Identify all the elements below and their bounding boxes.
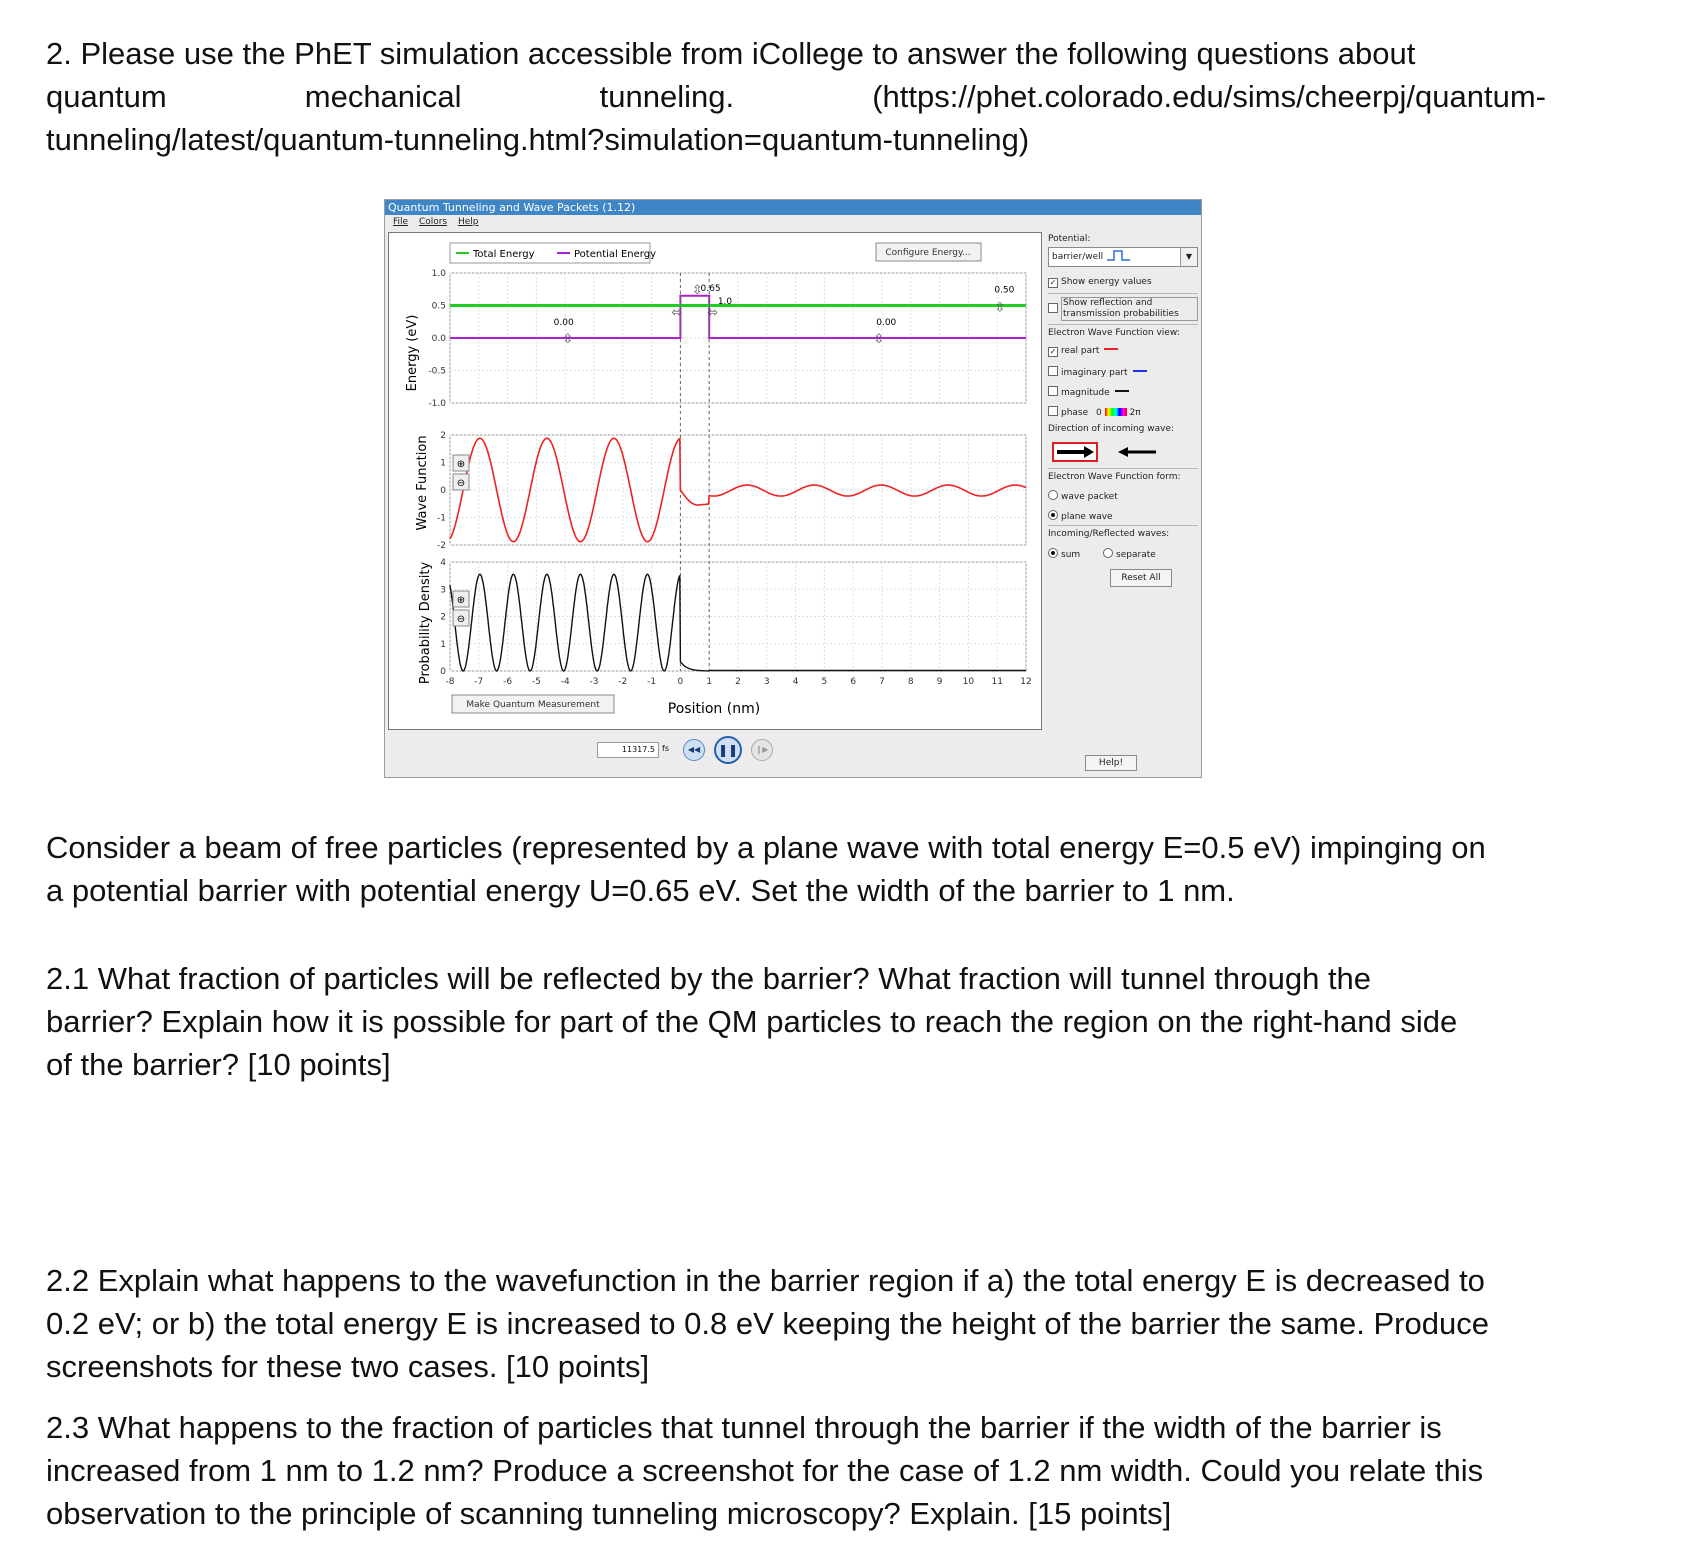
x-tick: 10 (962, 677, 975, 687)
real-part-label: real part (1061, 346, 1100, 356)
magnitude-row[interactable] (1048, 386, 1198, 398)
url-part-2[interactable]: tunneling/latest/quantum-tunneling.html?simulation=quantum-tunneling) (46, 122, 1030, 157)
plane-wave-row[interactable] (1048, 510, 1198, 522)
phase-row[interactable] (1048, 406, 1198, 418)
energy-y-tick: 0.5 (431, 301, 446, 312)
energy-y-tick: 1.0 (431, 269, 446, 279)
incoming-label: Incoming/Reflected waves: (1048, 529, 1170, 539)
sum-option[interactable] (1048, 550, 1080, 560)
q21-line-1: 2.1 What fraction of particles will be reflected by the barrier? What fraction will tunnel through the (46, 961, 1372, 996)
separate-label: separate (1116, 550, 1156, 560)
imag-part-swatch (1133, 370, 1147, 372)
barrier-shape-icon (1106, 249, 1132, 261)
q22-line-1: 2.2 Explain what happens to the wavefunction in the barrier region if a) the total energy E is decreased to (46, 1263, 1485, 1298)
separate-option[interactable] (1103, 550, 1156, 560)
wave-packet-label: wave packet (1061, 492, 1118, 502)
svg-text:⊖: ⊖ (456, 478, 466, 489)
imag-part-label: imaginary part (1061, 368, 1128, 378)
prob-zoom-out-button[interactable] (453, 610, 469, 626)
phase-color-bar (1105, 408, 1127, 416)
x-tick: -1 (647, 677, 657, 687)
x-tick: -4 (560, 677, 570, 687)
separate-radio[interactable] (1103, 548, 1113, 558)
x-tick: -3 (589, 677, 599, 687)
phase-end-label: 2π (1129, 408, 1141, 418)
real-part-swatch (1104, 348, 1118, 350)
x-tick: 11 (991, 677, 1003, 687)
restart-icon: ◀◀ (687, 745, 701, 754)
prob-y-tick: 3 (440, 585, 446, 596)
show-reflection-checkbox[interactable] (1048, 303, 1058, 313)
chevron-down-icon[interactable]: ▼ (1180, 248, 1197, 266)
q22-line-2: 0.2 eV; or b) the total energy E is increased to 0.8 eV keeping the height of the barrier the same. Produce (46, 1306, 1489, 1341)
barrier-left-edge-handle[interactable]: ⬄ (671, 305, 683, 321)
q21-line-3: of the barrier? [10 points] (46, 1047, 391, 1082)
show-energy-label: Show energy values (1061, 277, 1152, 287)
energy-axis-label: Energy (eV) (405, 314, 420, 392)
x-tick: 0 (677, 677, 684, 687)
wave-axis-label: Wave Function (415, 435, 430, 531)
menu-help[interactable]: Help (458, 217, 479, 227)
show-energy-checkbox[interactable]: ✓ (1049, 278, 1057, 287)
word-mechanical: mechanical (304, 79, 462, 114)
legend-total-label: Total Energy (473, 249, 535, 260)
svg-text:⊕: ⊕ (456, 595, 466, 606)
clock-controls (385, 732, 1201, 778)
energy-y-tick: 0.0 (431, 334, 446, 344)
word-quantum: quantum (46, 79, 167, 114)
time-unit: fs (662, 744, 669, 753)
wave-packet-row[interactable] (1048, 490, 1198, 502)
direction-label: Direction of incoming wave: (1048, 424, 1175, 434)
configure-energy-label: Configure Energy... (885, 248, 971, 258)
show-reflection-label (1061, 297, 1198, 321)
right-region-drag-handle[interactable]: ⇳ (873, 332, 885, 347)
wave-packet-radio[interactable] (1048, 490, 1058, 500)
wave-y-tick: -2 (437, 541, 446, 551)
divider (1048, 293, 1198, 294)
x-tick: -6 (503, 677, 513, 687)
magnitude-swatch (1115, 390, 1129, 392)
window-title: Quantum Tunneling and Wave Packets (1.12) (385, 200, 1201, 215)
phase-start-label: 0 (1096, 408, 1102, 418)
reset-all-button[interactable]: Reset All (1110, 569, 1172, 587)
q23-line-2: increased from 1 nm to 1.2 nm? Produce a screenshot for the case of 1.2 nm width. Could you relate this (46, 1453, 1484, 1488)
divider (1048, 525, 1198, 526)
divider (1048, 324, 1198, 325)
arrow-right-icon (1054, 444, 1096, 460)
x-tick: -2 (618, 677, 628, 687)
prob-zoom-in-button[interactable] (453, 591, 469, 607)
svg-text:⊕: ⊕ (456, 459, 466, 470)
consider-line-2: a potential barrier with potential energy U=0.65 eV. Set the width of the barrier to 1 nm. (46, 873, 1235, 908)
energy-y-tick: -0.5 (428, 366, 446, 377)
plot-area (388, 232, 1042, 730)
word-tunneling: tunneling. (599, 79, 735, 114)
question-line-2 (46, 75, 1546, 118)
x-tick: 7 (879, 677, 885, 687)
prob-y-tick: 0 (440, 667, 446, 677)
show-reflection-line2: transmission probabilities (1063, 309, 1179, 319)
magnitude-checkbox[interactable] (1048, 386, 1058, 396)
q21-line-2: barrier? Explain how it is possible for part of the QM particles to reach the region on the right-hand side (46, 1004, 1458, 1039)
right-region-energy-value: 0.00 (876, 318, 897, 328)
menu-colors[interactable]: Colors (418, 217, 448, 227)
total-energy-value: 0.50 (994, 285, 1015, 296)
direction-left-button[interactable] (1116, 444, 1158, 460)
prob-y-tick: 2 (440, 612, 446, 623)
plane-wave-radio[interactable] (1048, 510, 1058, 520)
pause-button[interactable] (714, 736, 742, 764)
wave-y-tick: 1 (440, 458, 446, 469)
q23-line-1: 2.3 What happens to the fraction of particles that tunnel through the barrier if the width of the barrier is (46, 1410, 1442, 1445)
incoming-options (1048, 548, 1198, 560)
x-tick: -7 (474, 677, 484, 687)
left-region-energy-value: 0.00 (553, 318, 574, 328)
arrow-left-icon (1116, 444, 1158, 460)
real-part-row[interactable] (1048, 346, 1198, 357)
step-icon: ❙▶ (755, 745, 769, 754)
prob-y-tick: 4 (440, 558, 446, 568)
left-region-drag-handle[interactable]: ⇳ (562, 332, 574, 347)
menu-file[interactable]: File (393, 217, 409, 227)
wave-y-tick: -1 (437, 513, 446, 524)
potential-select-value: barrier/well (1052, 252, 1104, 262)
question-line-1: 2. Please use the PhET simulation accessible from iCollege to answer the following questions about (46, 36, 1416, 71)
x-tick: 6 (850, 677, 857, 687)
wave-y-tick: 0 (440, 486, 446, 496)
make-measurement-label: Make Quantum Measurement (466, 700, 600, 710)
real-part-checkbox[interactable]: ✓ (1049, 347, 1057, 356)
x-tick: 5 (821, 677, 828, 687)
wave-zoom-in-button[interactable] (453, 455, 469, 471)
view-label: Electron Wave Function view: (1048, 328, 1180, 338)
restart-button[interactable] (683, 739, 705, 761)
barrier-width-value: 1.0 (717, 296, 733, 307)
sum-label: sum (1061, 550, 1081, 560)
x-tick: 4 (792, 677, 799, 687)
magnitude-label: magnitude (1061, 388, 1110, 398)
url-part-1[interactable]: (https://phet.colorado.edu/sims/cheerpj/quantum- (872, 79, 1546, 114)
consider-line-1: Consider a beam of free particles (represented by a plane wave with total energy E=0.5 eV) impinging on (46, 830, 1486, 865)
potential-select[interactable] (1048, 247, 1198, 267)
x-tick: 2 (735, 677, 741, 687)
energy-y-tick: -1.0 (428, 399, 446, 409)
q23-line-3: observation to the principle of scanning tunneling microscopy? Explain. [15 points] (46, 1496, 1172, 1531)
divider (1048, 468, 1198, 469)
legend-potential-label: Potential Energy (574, 249, 656, 260)
q22-line-3: screenshots for these two cases. [10 points] (46, 1349, 650, 1384)
plane-wave-label: plane wave (1061, 512, 1113, 522)
x-tick: 1 (706, 677, 713, 687)
x-tick: 12 (1020, 677, 1032, 687)
menu-bar (385, 215, 1201, 229)
help-button[interactable]: Help! (1085, 755, 1137, 771)
barrier-height-drag-handle[interactable]: ⇳ (691, 282, 703, 298)
step-button[interactable] (751, 739, 773, 761)
barrier-right-edge-handle[interactable]: ⬄ (707, 305, 719, 321)
total-energy-drag-handle[interactable]: ⇳ (994, 300, 1006, 316)
phase-label: phase (1061, 408, 1089, 418)
sum-radio[interactable] (1048, 548, 1058, 558)
x-tick: 8 (907, 677, 914, 687)
x-tick: 9 (936, 677, 943, 687)
barrier-energy-value: 0.65 (700, 283, 721, 294)
imag-part-checkbox[interactable] (1048, 366, 1058, 376)
show-reflection-line1: Show reflection and (1063, 298, 1153, 308)
phet-screenshot (384, 199, 1202, 778)
direction-right-button[interactable] (1052, 442, 1098, 462)
control-panel (1048, 232, 1198, 612)
time-readout: 11317.5 (597, 742, 659, 758)
imag-part-row[interactable] (1048, 366, 1198, 378)
plot-svg (389, 233, 1041, 729)
x-tick: -5 (531, 677, 541, 687)
form-label: Electron Wave Function form: (1048, 472, 1181, 482)
prob-y-tick: 1 (440, 639, 446, 650)
svg-text:⊖: ⊖ (456, 614, 466, 625)
pause-icon: ❚❚ (717, 743, 739, 757)
wave-y-tick: 2 (440, 431, 446, 441)
x-tick: -8 (445, 677, 455, 687)
x-axis-label: Position (nm) (667, 701, 761, 717)
x-tick: 3 (763, 677, 770, 687)
prob-axis-label: Probability Density (418, 561, 433, 685)
wave-zoom-out-button[interactable] (453, 474, 469, 490)
potential-label: Potential: (1048, 234, 1091, 244)
show-reflection-row[interactable] (1048, 297, 1198, 321)
show-energy-values-row[interactable] (1048, 277, 1198, 288)
phase-checkbox[interactable] (1048, 406, 1058, 416)
